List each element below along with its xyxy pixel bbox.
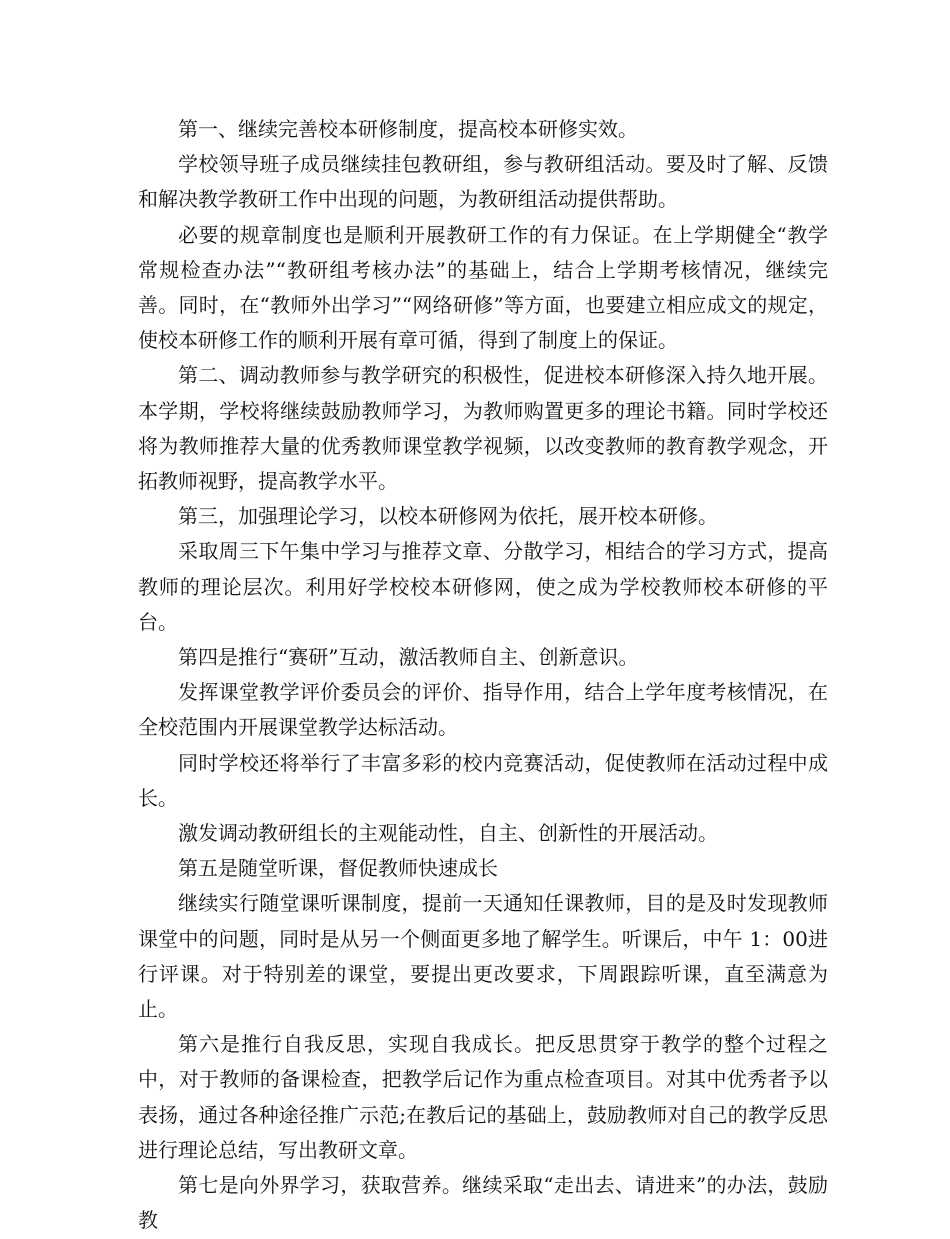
paragraph-section-7: 第七是向外界学习，获取营养。继续采取“走出去、请进来”的办法，鼓励教 — [138, 1173, 828, 1233]
paragraph: 学校领导班子成员继续挂包教研组，参与教研组活动。要及时了解、反馈和解决教学教研工作中出现的问题，为教研组活动提供帮助。 — [138, 152, 828, 212]
document-body — [138, 112, 828, 1239]
paragraph-section-3-heading: 第三，加强理论学习，以校本研修网为依托，展开校本研修。 — [178, 504, 718, 529]
paragraph: 同时学校还将举行了丰富多彩的校内竞赛活动，促使教师在活动过程中成长。 — [138, 750, 828, 810]
paragraph-section-6: 第六是推行自我反思，实现自我成长。把反思贯穿于教学的整个过程之中，对于教师的备课检查，把教学后记作为重点检查项目。对其中优秀者予以表扬，通过各种途径推广示范;在教后记的基础上，鼓励教师对自己的教学反思进行理论总结，写出教研文章。 — [138, 1032, 828, 1162]
paragraph: 继续实行随堂课听课制度，提前一天通知任课教师，目的是及时发现教师课堂中的问题，同时是从另一个侧面更多地了解学生。听课后，中午 1：00进行评课。对于特别差的课堂，要提出更改要求，下周跟踪听课，直至满意为止。 — [138, 891, 828, 1022]
paragraph: 发挥课堂教学评价委员会的评价、指导作用，结合上学年度考核情况，在全校范围内开展课堂教学达标活动。 — [138, 680, 828, 740]
paragraph: 必要的规章制度也是顺利开展教研工作的有力保证。在上学期健全“教学常规检查办法”“教研组考核办法”的基础上，结合上学期考核情况，继续完善。同时，在“教师外出学习”“网络研修”等方面，也要建立相应成文的规定，使校本研修工作的顺利开展有章可循，得到了制度上的保证。 — [138, 222, 828, 353]
paragraph-section-2: 第二、调动教师参与教学研究的积极性，促进校本研修深入持久地开展。本学期，学校将继续鼓励教师学习，为教师购置更多的理论书籍。同时学校还将为教师推荐大量的优秀教师课堂教学视频，以改变教师的教育教学观念，开拓教师视野，提高教学水平。 — [138, 363, 828, 494]
paragraph-section-4-heading: 第四是推行“赛研”互动，激活教师自主、创新意识。 — [178, 645, 639, 670]
paragraph: 采取周三下午集中学习与推荐文章、分散学习，相结合的学习方式，提高教师的理论层次。利用好学校校本研修网，使之成为学校教师校本研修的平台。 — [138, 539, 828, 634]
paragraph-section-1-heading: 第一、继续完善校本研修制度，提高校本研修实效。 — [178, 117, 638, 141]
paragraph: 激发调动教研组长的主观能动性，自主、创新性的开展活动。 — [178, 821, 718, 846]
paragraph-section-5-heading: 第五是随堂听课，督促教师快速成长 — [178, 856, 498, 881]
